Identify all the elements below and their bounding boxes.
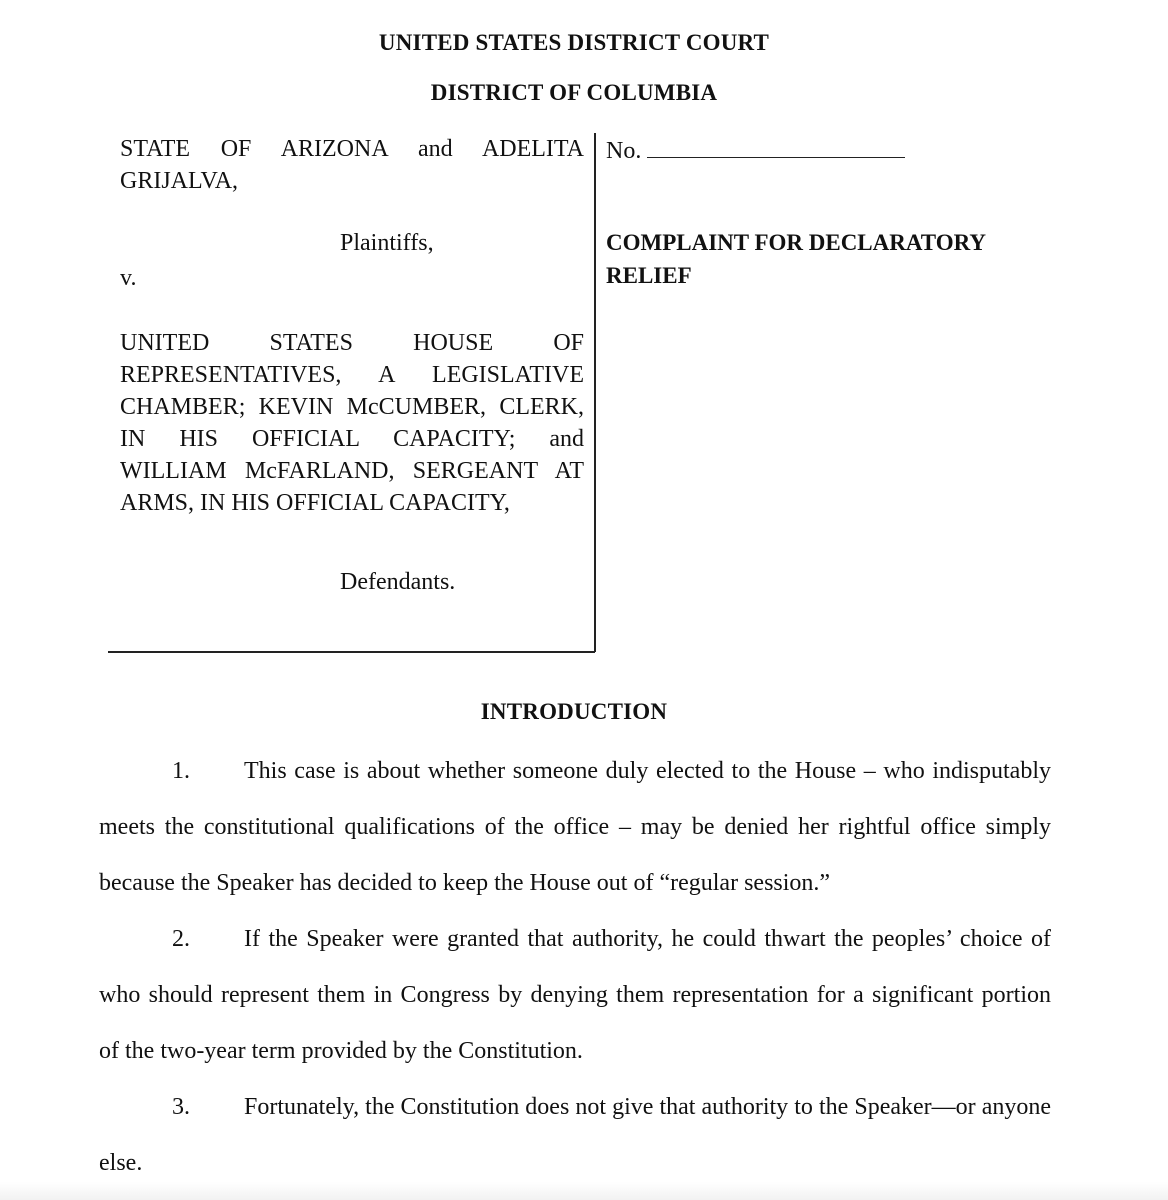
plaintiffs-label: Plaintiffs, [340, 230, 434, 256]
case-number-label: No. [606, 138, 642, 164]
court-title: UNITED STATES DISTRICT COURT [378, 30, 770, 55]
paragraph-line: Fortunately, the Constitution does not give that authority to the Speaker—or anyone [244, 1094, 1051, 1120]
paragraph-line: else. [99, 1150, 143, 1176]
paragraph-number: 1. [172, 758, 190, 784]
plaintiffs-names: STATE OF ARIZONA and ADELITA GRIJALVA, [120, 136, 584, 194]
caption-horizontal-divider [108, 651, 595, 653]
paragraph-line: of the two-year term provided by the Constitution. [99, 1038, 583, 1064]
paragraph-number: 2. [172, 926, 190, 952]
paragraph-line: This case is about whether someone duly elected to the House – who indisputably [244, 758, 1051, 784]
court-district: DISTRICT OF COLUMBIA [430, 80, 718, 105]
caption-vertical-divider [594, 133, 596, 652]
paragraph-line: If the Speaker were granted that authority, he could thwart the peoples’ choice of [244, 926, 1051, 952]
document-title: COMPLAINT FOR DECLARATORY RELIEF [606, 230, 986, 288]
paragraph-number: 3. [172, 1094, 190, 1120]
section-heading: INTRODUCTION [480, 699, 668, 724]
paragraph-line: meets the constitutional qualifications of the office – may be denied her rightful office simply [99, 814, 1051, 840]
defendants-label: Defendants. [340, 569, 456, 595]
defendants-names: UNITED STATES HOUSE OF REPRESENTATIVES, A LEGISLATIVE CHAMBER; KEVIN McCUMBER, CLERK, IN HIS OFFICIAL CAPACITY; and WILLIAM McFARLAND, SERGEANT AT ARMS, IN HIS OFFICIAL CAPACITY, [120, 330, 584, 516]
paragraph-line: because the Speaker has decided to keep the House out of “regular session.” [99, 870, 831, 896]
versus-label: v. [120, 265, 137, 291]
case-number-blank [647, 135, 905, 158]
case-number [606, 135, 905, 167]
paragraph-line: who should represent them in Congress by denying them representation for a significant portion [99, 982, 1051, 1008]
page-bottom-edge [0, 1182, 1168, 1200]
